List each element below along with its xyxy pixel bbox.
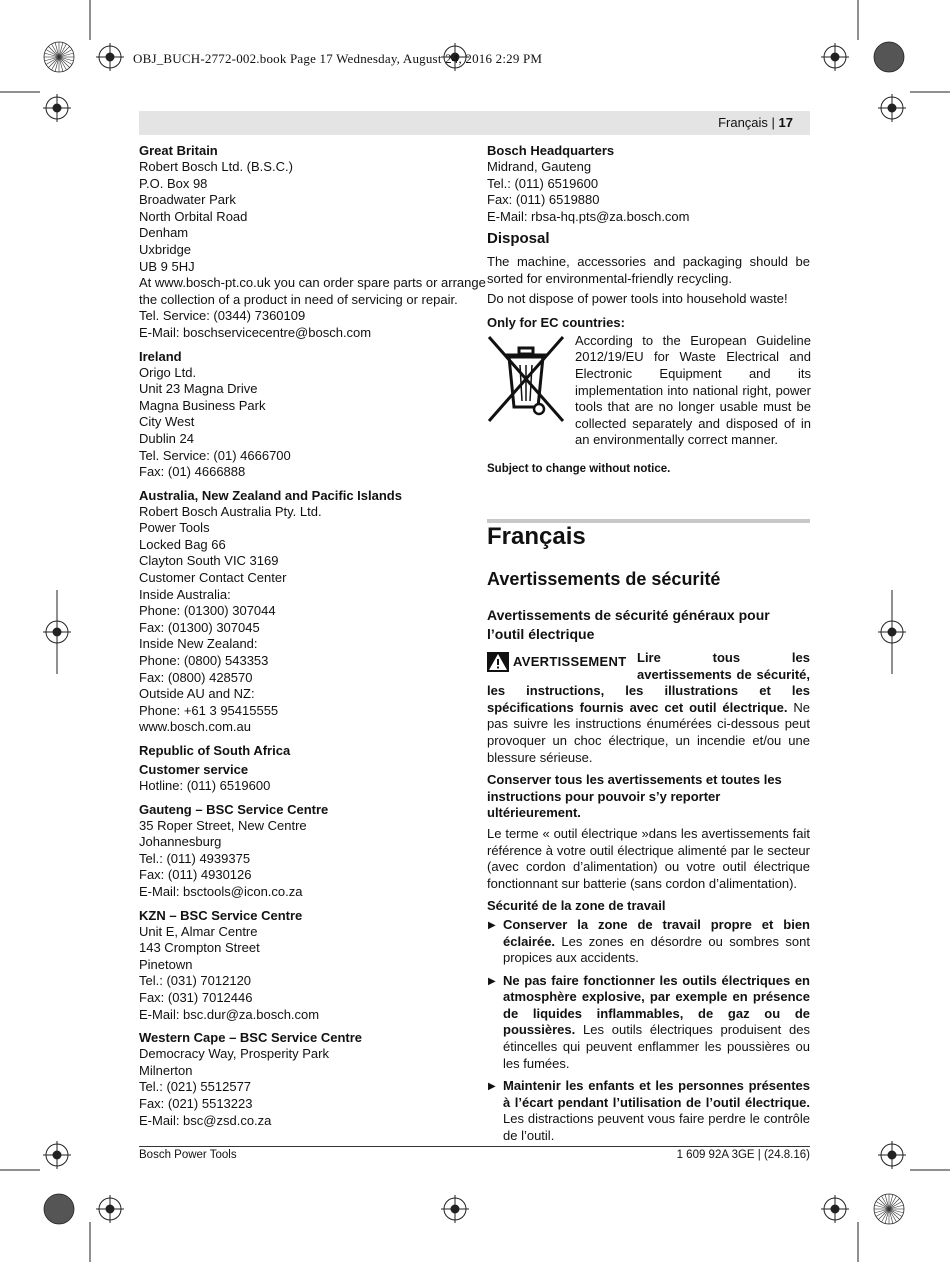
contact-group [139,907,469,1024]
contact-line: E-Mail: bsc@zsd.co.za [139,1112,272,1128]
page-header: Français | 17 [718,115,793,130]
warning-rest: Ne pas suivre les instructions énumérées ci-dessous peut provoquer un choc électrique, un incendie et/ou une blessure sérieuse. [487,699,810,765]
contact-line: Fax: (01) 4666888 [139,464,246,480]
bullet-text: Les outils électriques produisent des étincelles qui peuvent enflammer les poussières ou les fumées. [503,1022,810,1071]
ec-text: According to the European Guideline 2012/19/EU for Waste Electrical and Electronic Equipment and its implementation into national right, power tools that are no longer usable must be collected separately and disposed of in an environmentally correct manner. [575,332,811,448]
contact-line: Tel.: (011) 4939375 [139,850,251,866]
warning-paragraph [487,650,810,766]
contact-line: Fax: (011) 4930126 [139,867,252,883]
hq-heading: Bosch Headquarters [487,143,615,158]
contact-line: Tel.: (021) 5512577 [139,1079,252,1095]
contact-line: E-Mail: boschservicecentre@bosch.com [139,324,372,340]
contact-line: Unit E, Almar Centre [139,923,258,939]
contact-group [139,801,469,901]
footer-doc-id: 1 609 92A 3GE | (24.8.16) [676,1149,810,1161]
contact-line: Tel. Service: (0344) 7360109 [139,308,306,324]
contact-line: P.O. Box 98 [139,175,208,191]
safety-heading: Avertissements de sécurité [487,569,721,589]
contact-heading: Great Britain [139,143,218,158]
print-slug: OBJ_BUCH-2772-002.book Page 17 Wednesday, August 24, 2016 2:29 PM [133,51,543,66]
right-column [487,142,810,477]
contact-group [139,487,469,736]
contact-group [139,142,486,342]
disposal-heading: Disposal [487,230,550,248]
bullet-text: Les zones en désordre ou sombres sont propices aux accidents. [503,933,810,966]
contact-line: Democracy Way, Prosperity Park [139,1046,329,1062]
contact-heading: KZN – BSC Service Centre [139,907,303,923]
contact-line: Denham [139,225,189,241]
french-safety-block [487,650,810,1151]
contact-heading: Ireland [139,348,182,364]
contact-line: Fax: (01300) 307045 [139,619,260,635]
bullet-bold: Conserver la zone de travail propre et bien éclairée. [503,916,810,949]
contact-line: the collection of a product in need of servicing or repair. [139,291,458,307]
term-definition: Le terme « outil électrique »dans les avertissements fait référence à votre outil électrique alimenté par le secteur (avec cordon d’alimentation) ou votre outil électrique fonctionnant sur batterie (sans cordon d’alimentation). [487,825,810,891]
ec-heading: Only for EC countries: [487,314,625,330]
contact-group [139,1029,469,1129]
bullet-arrow-icon: ▶ [488,975,496,987]
work-area-list [487,917,810,1145]
contact-line: Dublin 24 [139,430,194,446]
contact-line: Milnerton [139,1062,193,1078]
contact-group [139,348,469,481]
header-bar [139,111,810,135]
page-number: 17 [778,115,793,130]
contact-heading: Western Cape – BSC Service Centre [139,1030,363,1046]
contact-line: Pinetown [139,956,193,972]
contact-group [139,742,469,759]
disposal-p2: Do not dispose of power tools into household waste! [487,291,788,307]
bullet-arrow-icon: ▶ [488,919,496,931]
language-title: Français [487,523,586,550]
hq-line: Fax: (011) 6519880 [487,192,600,208]
contact-line: Magna Business Park [139,397,266,413]
contact-line: Power Tools [139,520,210,536]
contact-line: Locked Bag 66 [139,536,226,552]
safety-bullet [487,917,810,967]
contact-line: Clayton South VIC 3169 [139,553,279,569]
contact-line: Inside New Zealand: [139,636,258,652]
header-language: Français [718,115,768,130]
weee-bin-icon [487,335,565,423]
contact-line: Fax: (031) 7012446 [139,989,253,1005]
hq-line: Tel.: (011) 6519600 [487,175,599,191]
warning-bold: Lire tous les avertissements de sécurité, les instructions, les illustrations et les spécifications fournis avec cet outil électrique. [487,650,810,715]
hq-line: Midrand, Gauteng [487,159,592,174]
contact-line: Uxbridge [139,241,192,257]
contact-line: Hotline: (011) 6519600 [139,778,271,793]
contact-heading: Republic of South Africa [139,743,291,758]
contact-line: Phone: (01300) 307044 [139,603,276,619]
ec-block [487,333,810,455]
footer-rule [139,1146,810,1147]
contact-line: Robert Bosch Ltd. (B.S.C.) [139,159,293,174]
contact-line: At www.bosch-pt.co.uk you can order spare parts or arrange [139,275,486,291]
contact-line: Fax: (0800) 428570 [139,669,253,685]
contact-line: UB 9 5HJ [139,258,195,274]
contact-line: North Orbital Road [139,208,248,224]
contact-line: E-Mail: bsctools@icon.co.za [139,883,303,899]
change-notice: Subject to change without notice. [487,462,671,475]
contact-line: Robert Bosch Australia Pty. Ltd. [139,503,322,519]
contact-line: Outside AU and NZ: [139,686,255,702]
contact-line: Broadwater Park [139,192,236,208]
contact-line: Tel. Service: (01) 4666700 [139,447,291,463]
contacts-column [139,142,486,1135]
safety-bullet [487,973,810,1073]
hq-block [487,142,810,225]
contact-line: E-Mail: bsc.dur@za.bosch.com [139,1006,320,1022]
warning-label: AVERTISSEMENT [513,654,627,669]
keep-instructions: Conserver tous les avertissements et toutes les instructions pour pouvoir s’y reporter ultérieurement. [487,772,782,821]
contact-line: Unit 23 Magna Drive [139,381,258,397]
bullet-arrow-icon: ▶ [488,1081,496,1093]
safety-bullet [487,1078,810,1144]
general-warnings-heading: Avertissements de sécurité généraux pour l’outil électrique [487,607,770,642]
bullet-bold: Ne pas faire fonctionner les outils électriques en atmosphère explosive, par exemple en présence de liquides inflammables, de gaz ou de poussières. [503,972,810,1038]
footer-brand: Bosch Power Tools [139,1149,237,1161]
warning-badge [487,652,629,672]
contact-line: www.bosch.com.au [139,719,251,735]
contact-heading: Gauteng – BSC Service Centre [139,801,329,817]
contact-heading: Australia, New Zealand and Pacific Islands [139,487,402,503]
warning-triangle-icon [487,652,509,672]
work-area-heading: Sécurité de la zone de travail [487,898,666,914]
contact-line: 35 Roper Street, New Centre [139,817,307,833]
contact-line: Phone: (0800) 543353 [139,653,269,669]
contact-line: Origo Ltd. [139,364,197,380]
contact-line: Fax: (021) 5513223 [139,1095,253,1111]
hq-line: E-Mail: rbsa-hq.pts@za.bosch.com [487,208,690,224]
contact-group [139,761,469,795]
contact-line: Tel.: (031) 7012120 [139,973,252,989]
contact-line: City West [139,414,195,430]
contact-line: 143 Crompton Street [139,940,260,956]
contact-heading: Customer service [139,762,249,777]
contact-line: Phone: +61 3 95415555 [139,702,279,718]
disposal-p1: The machine, accessories and packaging should be sorted for environmental-friendly recycling. [487,253,810,286]
contact-line: Inside Australia: [139,586,231,602]
contact-line: Johannesburg [139,834,222,850]
contact-line: Customer Contact Center [139,570,287,586]
bullet-text: Les distractions peuvent vous faire perdre le contrôle de l’outil. [503,1111,810,1144]
bullet-bold: Maintenir les enfants et les personnes présentes à l’écart pendant l’utilisation de l’outil électrique. [503,1078,810,1110]
